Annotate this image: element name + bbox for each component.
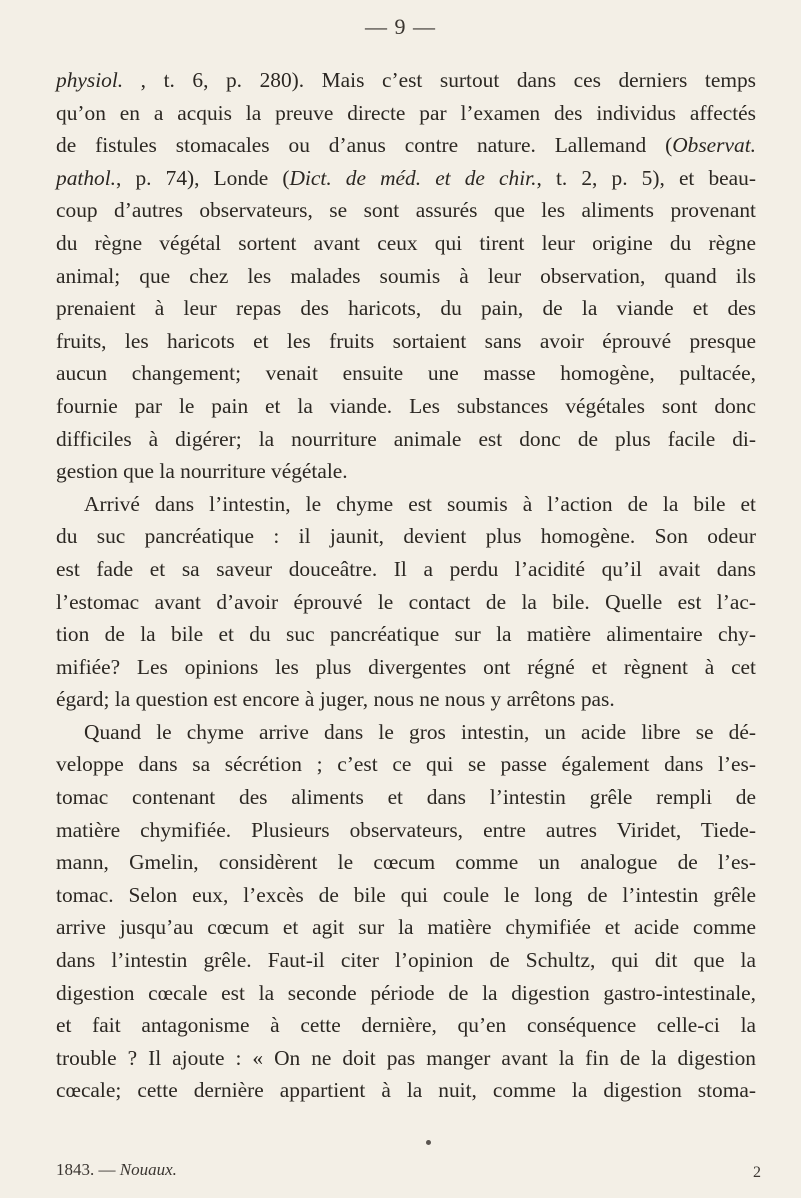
text-line: pathol., p. 74), Londe (Dict. de méd. et de chir., t. 2, p. 5), et beau- [56,165,756,190]
text-line: digestion cœcale est la seconde période de la digestion gastro-intestinale, [56,980,756,1005]
footer-year: 1843. — [56,1160,116,1179]
text-line: trouble ? Il ajoute : « On ne doit pas manger avant la fin de la digestion [56,1045,756,1070]
text-line: fruits, les haricots et les fruits sortaient sans avoir éprouvé presque [56,328,756,353]
text-line: est fade et sa saveur douceâtre. Il a perdu l’acidité qu’il avait dans [56,556,756,581]
text-line: Arrivé dans l’intestin, le chyme est soumis à l’action de la bile et [84,491,756,516]
text-line: veloppe dans sa sécrétion ; c’est ce qui se passe également dans l’es- [56,752,756,777]
footer-author: Nouaux. [119,1160,177,1179]
text-line: tomac. Selon eux, l’excès de bile qui coule le long de l’intestin grêle [56,882,756,907]
text-line: qu’on en a acquis la preuve directe par l’examen des individus affectés [56,100,756,125]
text-line: prenaient à leur repas des haricots, du pain, de la viande et des [56,296,756,321]
text-line: tion de la bile et du suc pancréatique sur la matière alimentaire chy- [56,622,756,647]
text-line: animal; que chez les malades soumis à leur observation, quand ils [56,263,756,288]
text-line: tomac contenant des aliments et dans l’intestin grêle rempli de [56,785,756,810]
text-line: du suc pancréatique : il jaunit, devient plus homogène. Son odeur [56,524,756,549]
text-line: du règne végétal sortent avant ceux qui tirent leur origine du règne [56,230,756,255]
sheet-number: 2 [753,1164,761,1181]
text-line: physiol. , t. 6, p. 280). Mais c’est surtout dans ces derniers temps [56,68,756,92]
text-line: mifiée? Les opinions les plus divergentes ont régné et règnent à cet [56,654,756,679]
text-line: et fait antagonisme à cette dernière, qu’en conséquence celle-ci la [56,1013,756,1038]
text-line: de fistules stomacales ou d’anus contre nature. Lallemand (Observat. [56,133,756,158]
text-line: égard; la question est encore à juger, nous ne nous y arrêtons pas. [56,687,615,712]
signature-mark [56,1160,177,1180]
page-number: — 9 — [365,14,436,39]
text-line: matière chymifiée. Plusieurs observateurs, entre autres Viridet, Tiede- [56,817,756,842]
text-line: fournie par le pain et la viande. Les substances végétales sont donc [56,393,756,418]
text-line: gestion que la nourriture végétale. [56,459,348,484]
body-text [56,64,756,1107]
text-line: difficiles à digérer; la nourriture animale est donc de plus facile di- [56,426,756,451]
text-line: l’estomac avant d’avoir éprouvé le contact de la bile. Quelle est l’ac- [56,589,756,614]
text-line: aucun changement; venait ensuite une masse homogène, pultacée, [56,361,756,386]
text-line: coup d’autres observateurs, se sont assurés que les aliments provenant [56,198,756,223]
text-line: arrive jusqu’au cœcum et agit sur la matière chymifiée et acide comme [56,915,756,940]
ink-speck [426,1140,431,1145]
text-line: Quand le chyme arrive dans le gros intestin, un acide libre se dé- [84,719,756,744]
text-line: cœcale; cette dernière appartient à la nuit, comme la digestion stoma- [56,1078,756,1103]
text-line: dans l’intestin grêle. Faut-il citer l’opinion de Schultz, qui dit que la [56,948,756,973]
text-line: mann, Gmelin, considèrent le cœcum comme un analogue de l’es- [56,850,756,875]
